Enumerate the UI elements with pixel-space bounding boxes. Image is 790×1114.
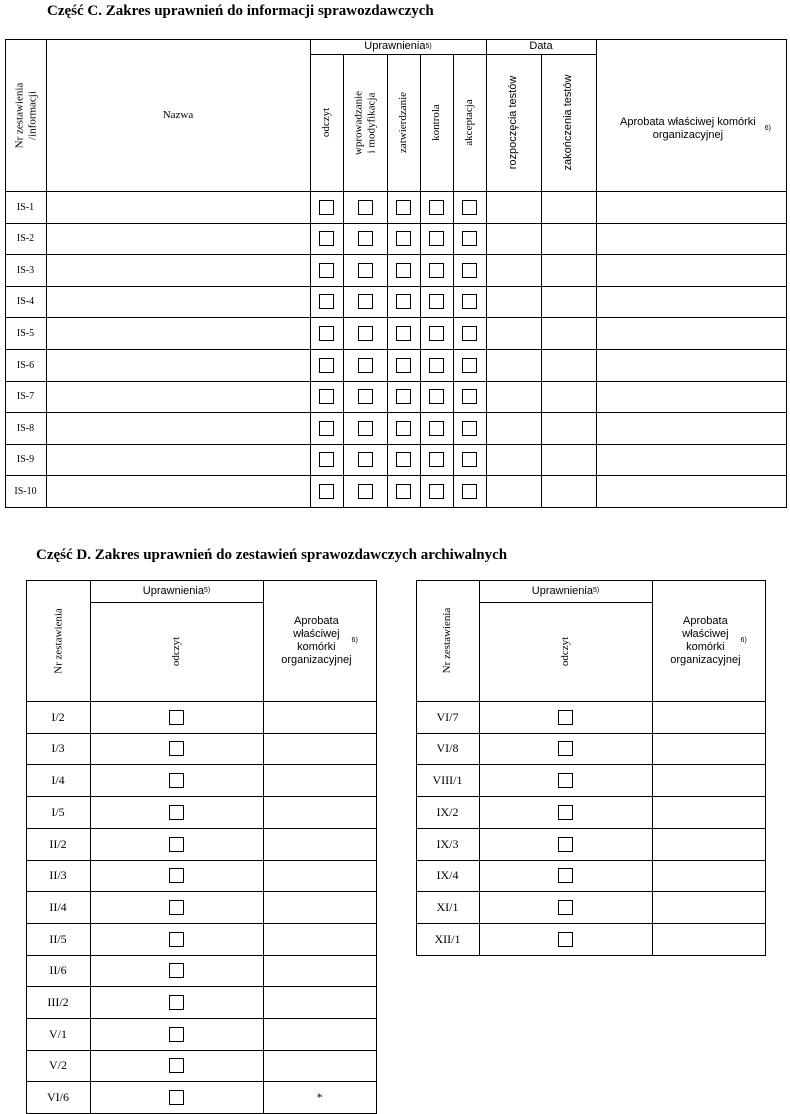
row-nr-text: II/6: [49, 963, 67, 977]
header-aprobata-text: Aprobata właściwej komórki organizacyjnej: [670, 614, 741, 666]
permission-checkbox[interactable]: [396, 263, 411, 278]
row-aprobata: [652, 860, 765, 891]
header-zatwierdzanie-text: zatwierdzanie: [397, 91, 409, 154]
header-kontrola: [420, 54, 453, 191]
odczyt-checkbox[interactable]: [169, 868, 184, 883]
odczyt-checkbox[interactable]: [558, 710, 573, 725]
odczyt-checkbox[interactable]: [169, 1027, 184, 1042]
header-nazwa: [46, 39, 310, 191]
grid-line: [5, 444, 787, 445]
row-aprobata: [652, 891, 765, 923]
grid-line: [786, 39, 787, 508]
row-aprobata: [652, 701, 765, 733]
permission-checkbox[interactable]: [319, 484, 334, 499]
odczyt-checkbox[interactable]: [169, 932, 184, 947]
header-nazwa-text: Nazwa: [162, 108, 194, 121]
row-aprobata: [263, 1018, 376, 1050]
permission-checkbox[interactable]: [462, 231, 477, 246]
row-aprobata: [652, 923, 765, 955]
row-nr-text: IS-5: [16, 327, 35, 339]
row-nr-text: I/2: [51, 709, 65, 724]
permission-checkbox[interactable]: [429, 389, 444, 404]
header-odczyt: [310, 54, 343, 191]
row-nr-text: IX/2: [436, 804, 459, 819]
row-nr: [5, 412, 46, 444]
grid-line: [5, 254, 787, 255]
odczyt-checkbox[interactable]: [558, 741, 573, 756]
odczyt-checkbox[interactable]: [558, 837, 573, 852]
grid-line: [765, 580, 766, 956]
row-aprobata: [263, 828, 376, 860]
header-wprowadzanie: [343, 54, 387, 191]
row-nr-text: IS-2: [16, 233, 35, 244]
row-nr: [5, 349, 46, 381]
row-nr-text: II/3: [49, 868, 67, 882]
header-uprawnienia-text: Uprawnienia: [142, 584, 204, 597]
header-kontrola-text: kontrola: [430, 104, 442, 141]
odczyt-checkbox[interactable]: [169, 1058, 184, 1073]
permission-checkbox[interactable]: [462, 421, 477, 436]
permission-checkbox[interactable]: [319, 389, 334, 404]
row-nr: [416, 701, 479, 733]
section-d-title: Część D. Zakres uprawnień do zestawień sprawozdawczych archiwalnych: [36, 547, 508, 563]
row-nr: [26, 1018, 90, 1050]
row-nr-text: IS-9: [16, 454, 35, 465]
header-rozpoczecia-testow: [486, 54, 541, 191]
row-nr: [5, 254, 46, 286]
permission-checkbox[interactable]: [358, 263, 373, 278]
section-c-title: Część C. Zakres uprawnień do informacji sprawozdawczych: [47, 3, 434, 19]
row-aprobata: [263, 860, 376, 891]
grid-line: [376, 580, 377, 1114]
header-aprobata-text: Aprobata właściwej komórki organizacyjnej: [281, 614, 352, 666]
permission-checkbox[interactable]: [462, 263, 477, 278]
odczyt-checkbox[interactable]: [558, 773, 573, 788]
permission-checkbox[interactable]: [358, 326, 373, 341]
row-aprobata: [263, 796, 376, 828]
row-aprobata: [652, 796, 765, 828]
row-nr-text: II/2: [49, 836, 67, 851]
permission-checkbox[interactable]: [462, 452, 477, 467]
permission-checkbox[interactable]: [319, 452, 334, 467]
permission-checkbox[interactable]: [358, 294, 373, 309]
permission-checkbox[interactable]: [396, 231, 411, 246]
permission-checkbox[interactable]: [429, 421, 444, 436]
row-nr-text: VIII/1: [432, 772, 463, 787]
permission-checkbox[interactable]: [396, 389, 411, 404]
header-nr-zestawienia-text: Nr zestawienia: [441, 607, 453, 674]
row-nr: [416, 828, 479, 860]
row-aprobata: [263, 1081, 376, 1113]
row-nr-text: VI/7: [436, 709, 459, 724]
row-nr: [26, 764, 90, 796]
header-aprobata-text: Aprobata właściwej komórki organizacyjnej: [620, 116, 756, 141]
row-nr-text: II/4: [49, 899, 67, 914]
odczyt-checkbox[interactable]: [169, 741, 184, 756]
row-nr-text: XI/1: [436, 899, 459, 914]
row-nr-text: V/2: [49, 1058, 67, 1072]
permission-checkbox[interactable]: [358, 484, 373, 499]
row-nr-text: IX/3: [436, 836, 459, 851]
row-nr: [5, 475, 46, 507]
row-aprobata: [652, 764, 765, 796]
grid-line: [5, 286, 787, 287]
row-nr-text: V/1: [49, 1026, 67, 1041]
row-nr-text: IS-7: [16, 391, 35, 402]
grid-line: [5, 381, 787, 382]
header-uprawnienia: Uprawnienia 5): [142, 584, 211, 597]
row-aprobata: [263, 955, 376, 986]
permission-checkbox[interactable]: [462, 389, 477, 404]
row-nr: [26, 860, 90, 891]
header-odczyt: [90, 602, 263, 701]
row-aprobata: [263, 891, 376, 923]
row-nr-text: I/3: [51, 741, 65, 755]
row-nr-text: IS-3: [16, 264, 35, 276]
permission-checkbox[interactable]: [319, 263, 334, 278]
header-aprobata: Aprobata właściwej komórki organizacyjnej 6): [281, 614, 358, 666]
row-aprobata-text: *: [316, 1089, 323, 1104]
row-nr: [5, 381, 46, 412]
row-aprobata: [263, 764, 376, 796]
odczyt-checkbox[interactable]: [169, 773, 184, 788]
permission-checkbox[interactable]: [396, 484, 411, 499]
permission-checkbox[interactable]: [396, 326, 411, 341]
header-uprawnienia-text: Uprawnienia: [364, 40, 426, 52]
odczyt-checkbox[interactable]: [169, 837, 184, 852]
row-nr-text: IX/4: [436, 868, 459, 882]
permission-checkbox[interactable]: [358, 231, 373, 246]
row-nr: [26, 701, 90, 733]
odczyt-checkbox[interactable]: [169, 963, 184, 978]
row-nr: [416, 891, 479, 923]
row-nr-text: VI/6: [47, 1089, 69, 1104]
header-zatwierdzanie: [387, 54, 420, 191]
row-nr: [26, 828, 90, 860]
row-aprobata: [263, 1050, 376, 1081]
grid-line: [5, 507, 787, 508]
row-nr-text: IS-8: [16, 422, 35, 434]
grid-line: [5, 317, 787, 318]
grid-line: [5, 349, 787, 350]
odczyt-checkbox[interactable]: [169, 900, 184, 915]
header-odczyt-text: odczyt: [170, 636, 182, 667]
odczyt-checkbox[interactable]: [169, 805, 184, 820]
permission-checkbox[interactable]: [429, 231, 444, 246]
permission-checkbox[interactable]: [396, 358, 411, 373]
permission-checkbox[interactable]: [429, 358, 444, 373]
header-data-text: Data: [529, 40, 553, 52]
row-nr-text: VI/8: [436, 741, 459, 755]
permission-checkbox[interactable]: [358, 200, 373, 215]
row-nr: [26, 891, 90, 923]
row-nr: [416, 733, 479, 764]
row-nr: [26, 1081, 90, 1113]
permission-checkbox[interactable]: [319, 326, 334, 341]
permission-checkbox[interactable]: [462, 294, 477, 309]
odczyt-checkbox[interactable]: [558, 900, 573, 915]
header-nr-zestawienia: [5, 39, 46, 191]
row-nr-text: II/5: [49, 931, 67, 946]
row-nr-text: IS-1: [16, 201, 35, 213]
permission-checkbox[interactable]: [319, 200, 334, 215]
grid-line: [5, 412, 787, 413]
permission-checkbox[interactable]: [462, 326, 477, 341]
permission-checkbox[interactable]: [319, 358, 334, 373]
permission-checkbox[interactable]: [358, 452, 373, 467]
header-zakonczenia-testow: [541, 54, 596, 191]
header-nr-zestawienia: [416, 580, 479, 701]
row-nr: [26, 955, 90, 986]
row-nr: [26, 796, 90, 828]
header-uprawnienia: Uprawnienia 5): [364, 40, 432, 52]
odczyt-checkbox[interactable]: [169, 1090, 184, 1105]
permission-checkbox[interactable]: [396, 421, 411, 436]
header-data: [486, 39, 596, 54]
header-aprobata: Aprobata właściwej komórki organizacyjnej 6): [611, 53, 771, 205]
row-nr: [26, 923, 90, 955]
row-nr: [416, 764, 479, 796]
row-aprobata: [652, 733, 765, 764]
grid-line: [5, 223, 787, 224]
row-nr-text: XII/1: [434, 931, 461, 946]
header-akceptacja: [453, 54, 486, 191]
permission-checkbox[interactable]: [396, 452, 411, 467]
header-wprowadzanie-text: wprowadzanie i modyfikacja: [352, 90, 377, 155]
permission-checkbox[interactable]: [429, 484, 444, 499]
permission-checkbox[interactable]: [396, 200, 411, 215]
permission-checkbox[interactable]: [429, 326, 444, 341]
header-zakonczenia-testow-text: zakończenia testów: [562, 74, 574, 171]
row-nr: [5, 317, 46, 349]
grid-line: [5, 475, 787, 476]
row-nr: [26, 733, 90, 764]
header-odczyt-text: odczyt: [320, 107, 332, 138]
row-nr-text: III/2: [47, 994, 69, 1009]
odczyt-checkbox[interactable]: [558, 932, 573, 947]
permission-checkbox[interactable]: [462, 484, 477, 499]
permission-checkbox[interactable]: [358, 421, 373, 436]
row-aprobata: [652, 828, 765, 860]
permission-checkbox[interactable]: [319, 421, 334, 436]
row-nr-text: IS-4: [16, 296, 35, 307]
permission-checkbox[interactable]: [462, 358, 477, 373]
row-nr: [416, 860, 479, 891]
row-nr-text: I/5: [51, 804, 65, 819]
row-nr: [5, 191, 46, 223]
permission-checkbox[interactable]: [429, 263, 444, 278]
row-nr: [416, 923, 479, 955]
header-uprawnienia-text: Uprawnienia: [531, 584, 593, 597]
row-aprobata: [263, 701, 376, 733]
header-nr-zestawienia-text: Nr zestawienia /informacji: [12, 82, 38, 148]
odczyt-checkbox[interactable]: [558, 868, 573, 883]
row-nr: [416, 796, 479, 828]
permission-checkbox[interactable]: [396, 294, 411, 309]
header-nr-zestawienia-text: Nr zestawienia: [51, 607, 64, 674]
row-nr-text: I/4: [51, 772, 65, 787]
permission-checkbox[interactable]: [319, 294, 334, 309]
row-nr: [5, 286, 46, 317]
permission-checkbox[interactable]: [429, 452, 444, 467]
row-nr-text: IS-10: [14, 485, 37, 497]
permission-checkbox[interactable]: [429, 294, 444, 309]
permission-checkbox[interactable]: [462, 200, 477, 215]
header-odczyt: [479, 602, 652, 701]
odczyt-checkbox[interactable]: [558, 805, 573, 820]
permission-checkbox[interactable]: [319, 231, 334, 246]
grid-line: [596, 39, 597, 508]
row-nr-text: IS-6: [16, 359, 35, 371]
permission-checkbox[interactable]: [429, 200, 444, 215]
odczyt-checkbox[interactable]: [169, 710, 184, 725]
header-uprawnienia: Uprawnienia 5): [531, 584, 600, 597]
row-aprobata: [263, 733, 376, 764]
row-aprobata: [263, 986, 376, 1018]
header-aprobata: Aprobata właściwej komórki organizacyjnej 6): [670, 614, 747, 666]
row-nr: [5, 444, 46, 475]
permission-checkbox[interactable]: [358, 358, 373, 373]
header-odczyt-text: odczyt: [559, 636, 571, 667]
grid-line: [416, 955, 766, 956]
header-akceptacja-text: akceptacja: [463, 99, 475, 146]
row-aprobata: [263, 923, 376, 955]
row-nr: [26, 986, 90, 1018]
odczyt-checkbox[interactable]: [169, 995, 184, 1010]
permission-checkbox[interactable]: [358, 389, 373, 404]
row-nr: [26, 1050, 90, 1081]
row-nr: [5, 223, 46, 254]
header-nr-zestawienia: [26, 580, 90, 701]
header-rozpoczecia-testow-text: rozpoczęcia testów: [507, 75, 519, 170]
